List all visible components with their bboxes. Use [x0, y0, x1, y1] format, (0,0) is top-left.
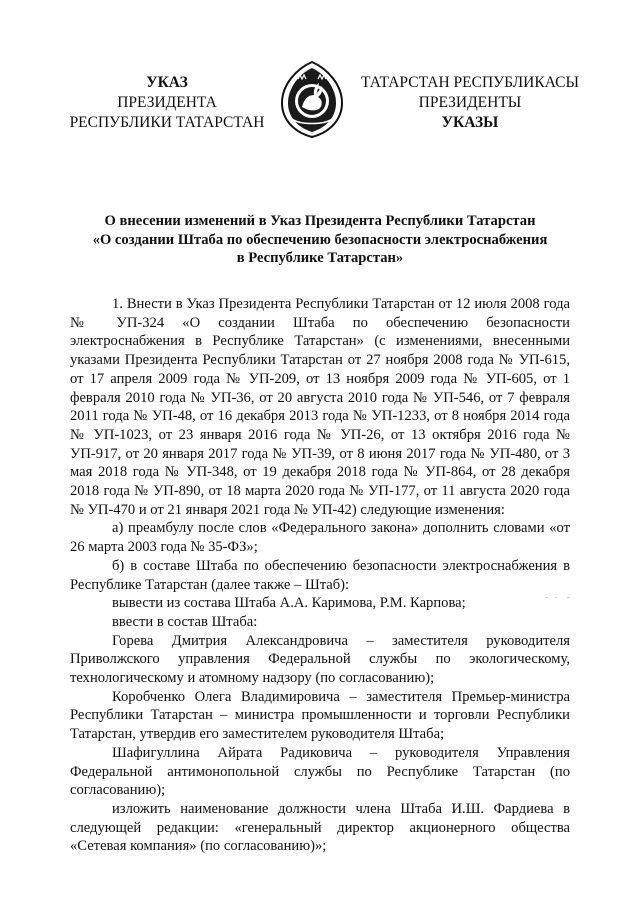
title-line-2: «О создании Штаба по обеспечению безопасности электроснабжения: [92, 231, 548, 248]
header-left-line-3: РЕСПУБЛИКИ ТАТАРСТАН: [69, 114, 265, 131]
decree-title: [50, 212, 590, 268]
paragraph-fardiev: изложить наименование должности члена Штаба И.Ш. Фардиева в следующей редакции: «генеральный директор акционерного общества «Сетевая компания» (по согласованию)»;: [70, 800, 570, 855]
paragraph-shafigullin: Шафигуллина Айрата Радиковича – руководителя Управления Федеральной антимонопольной службы по Республике Татарстан (по согласованию);: [70, 744, 570, 799]
coat-of-arms-emblem-icon: [278, 59, 346, 139]
header-left-line-2: ПРЕЗИДЕНТА: [117, 94, 217, 111]
paragraph-b: б) в составе Штаба по обеспечению безопасности электроснабжения в Республике Татарстан (далее также – Штаб):: [70, 557, 570, 593]
header-left-russian: [62, 73, 272, 133]
paragraph-remove-members: вывести из состава Штаба А.А. Каримова, Р.М. Карпова;: [112, 595, 466, 612]
paragraph-gorev: Горева Дмитрия Александровича – заместителя руководителя Приволжского управления Федеральной службы по экологическому, технологическому и атомному надзору (по согласованию);: [70, 632, 570, 687]
scan-mark: [545, 596, 585, 600]
header-right-line-1: ТАТАРСТАН РЕСПУБЛИКАСЫ: [361, 74, 579, 91]
decree-body: [70, 295, 570, 856]
header-right-line-3: УКАЗЫ: [441, 114, 499, 131]
header-right-tatar: [355, 73, 585, 133]
title-line-3: в Республике Татарстан»: [236, 250, 404, 266]
header-right-line-2: ПРЕЗИДЕНТЫ: [418, 94, 522, 111]
header-left-line-1: УКАЗ: [146, 74, 188, 91]
document-header: [0, 73, 640, 153]
paragraph-korobchenko: Коробченко Олега Владимировича – заместителя Премьер-министра Республики Татарстан – министра промышленности и торговли Республики Татарстан, утвердив его заместителем руководителя Штаба;: [70, 688, 570, 743]
paragraph-1: 1. Внести в Указ Президента Республики Татарстан от 12 июля 2008 года № УП-324 «О создании Штаба по обеспечению безопасности электроснабжения в Республике Татарстан» (с изменениями, внесенными указами Президента Республики Татарстан от 27 ноября 2008 года № УП-615, от 17 апреля 2009 года № УП-209, от 13 ноября 2009 года № УП-605, от 1 февраля 2010 года № УП-36, от 20 августа 2010 года № УП-546, от 7 февраля 2011 года № УП-48, от 16 декабря 2013 года № УП-1233, от 8 ноября 2014 года № УП-1023, от 23 января 2016 года № УП-26, от 13 октября 2016 года № УП-917, от 20 января 2017 года № УП-39, от 8 июня 2017 года № УП-480, от 3 мая 2018 года № УП-348, от 19 декабря 2018 года № УП-864, от 28 декабря 2018 года № УП-890, от 18 марта 2020 года № УП-177, от 11 августа 2020 года № УП-470 и от 21 января 2021 года № УП-42) следующие изменения:: [70, 296, 570, 518]
paragraph-add-members: ввести в состав Штаба:: [112, 613, 258, 630]
paragraph-a: а) преамбулу после слов «Федерального закона» дополнить словами «от 26 марта 2003 года № 35-ФЗ»;: [70, 520, 570, 556]
title-line-1: О внесении изменений в Указ Президента Республики Татарстан: [104, 213, 536, 229]
